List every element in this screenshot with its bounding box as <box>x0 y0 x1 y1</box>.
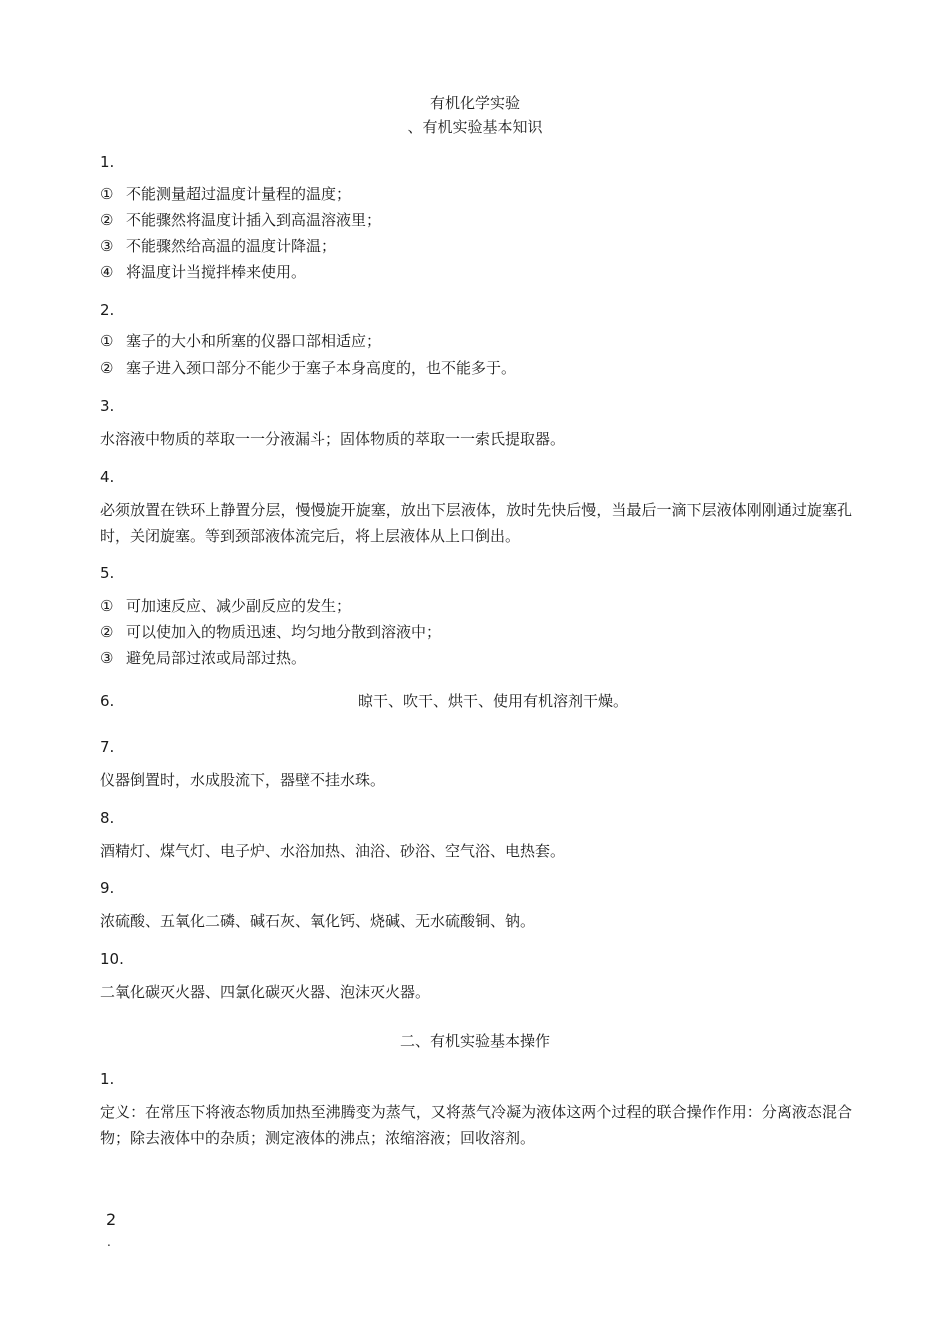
list-text: 可以使加入的物质迅速、均匀地分散到溶液中； <box>126 623 442 641</box>
item-4-number: 4. <box>100 468 115 486</box>
item-5-number: 5. <box>100 564 115 582</box>
page-number: 2 <box>106 1210 117 1229</box>
list-text: 不能骤然将温度计插入到高温溶液里； <box>126 211 382 229</box>
list-marker: ① <box>100 597 114 615</box>
item-10-number: 10. <box>100 950 124 968</box>
page-number-dot: . <box>107 1235 111 1249</box>
item-1-line-1 <box>100 183 351 205</box>
item-5-line-2 <box>100 621 441 643</box>
list-text: 塞子的大小和所塞的仪器口部相适应； <box>126 332 382 350</box>
item-7-number: 7. <box>100 738 115 756</box>
item-6-number: 6. <box>100 692 115 710</box>
list-marker: ③ <box>100 237 114 255</box>
item-7-text: 仪器倒置时，水成股流下，器壁不挂水珠。 <box>100 771 386 789</box>
item-2-number: 2. <box>100 301 115 319</box>
section-2-heading: 二、有机实验基本操作 <box>399 1032 550 1050</box>
s2-item-1-number: 1. <box>100 1070 115 1088</box>
item-1-line-3 <box>100 235 336 257</box>
list-marker: ① <box>100 185 114 203</box>
item-1-number: 1. <box>100 153 115 171</box>
item-10-text: 二氧化碳灭火器、四氯化碳灭火器、泡沫灭火器。 <box>100 983 431 1001</box>
item-2-line-1 <box>100 330 381 352</box>
list-text: 不能测量超过温度计量程的温度； <box>126 185 352 203</box>
list-marker: ② <box>100 359 114 377</box>
item-6-text: 晾干、吹干、烘干、使用有机溶剂干燥。 <box>358 692 629 710</box>
list-text: 塞子进入颈口部分不能少于塞子本身高度的，也不能多于。 <box>126 359 517 377</box>
list-text: 不能骤然给高温的温度计降温； <box>126 237 337 255</box>
list-marker: ④ <box>100 263 114 281</box>
item-2-line-2 <box>100 357 516 379</box>
list-text: 将温度计当搅拌棒来使用。 <box>126 263 307 281</box>
item-5-line-1 <box>100 595 351 617</box>
item-4-text: 必须放置在铁环上静置分层，慢慢旋开旋塞，放出下层液体，放时先快后慢，当最后一滴下层液体刚刚通过旋塞孔时，关闭旋塞。等到颈部液体流完后，将上层液体从上口倒出。 <box>100 501 852 545</box>
item-9-text: 浓硫酸、五氧化二磷、碱石灰、氧化钙、烧碱、无水硫酸铜、钠。 <box>100 912 536 930</box>
item-1-line-4 <box>100 261 306 283</box>
item-3-text: 水溶液中物质的萃取一一分液漏斗；固体物质的萃取一一索氏提取器。 <box>100 430 566 448</box>
list-marker: ① <box>100 332 114 350</box>
s2-item-1-text: 定义：在常压下将液态物质加热至沸腾变为蒸气，又将蒸气冷凝为液体这两个过程的联合操作作用：分离液态混合物；除去液体中的杂质；测定液体的沸点；浓缩溶液；回收溶剂。 <box>100 1103 852 1147</box>
item-8-text: 酒精灯、煤气灯、电子炉、水浴加热、油浴、砂浴、空气浴、电热套。 <box>100 842 566 860</box>
item-9-number: 9. <box>100 879 115 897</box>
list-marker: ② <box>100 211 114 229</box>
item-3-number: 3. <box>100 397 115 415</box>
list-text: 可加速反应、减少副反应的发生； <box>126 597 352 615</box>
list-marker: ③ <box>100 649 114 667</box>
item-5-line-3 <box>100 647 306 669</box>
section-1-heading: 、有机实验基本知识 <box>407 118 543 136</box>
list-marker: ② <box>100 623 114 641</box>
list-text: 避免局部过浓或局部过热。 <box>126 649 307 667</box>
item-8-number: 8. <box>100 809 115 827</box>
item-1-line-2 <box>100 209 381 231</box>
document-title: 有机化学实验 <box>429 94 520 112</box>
